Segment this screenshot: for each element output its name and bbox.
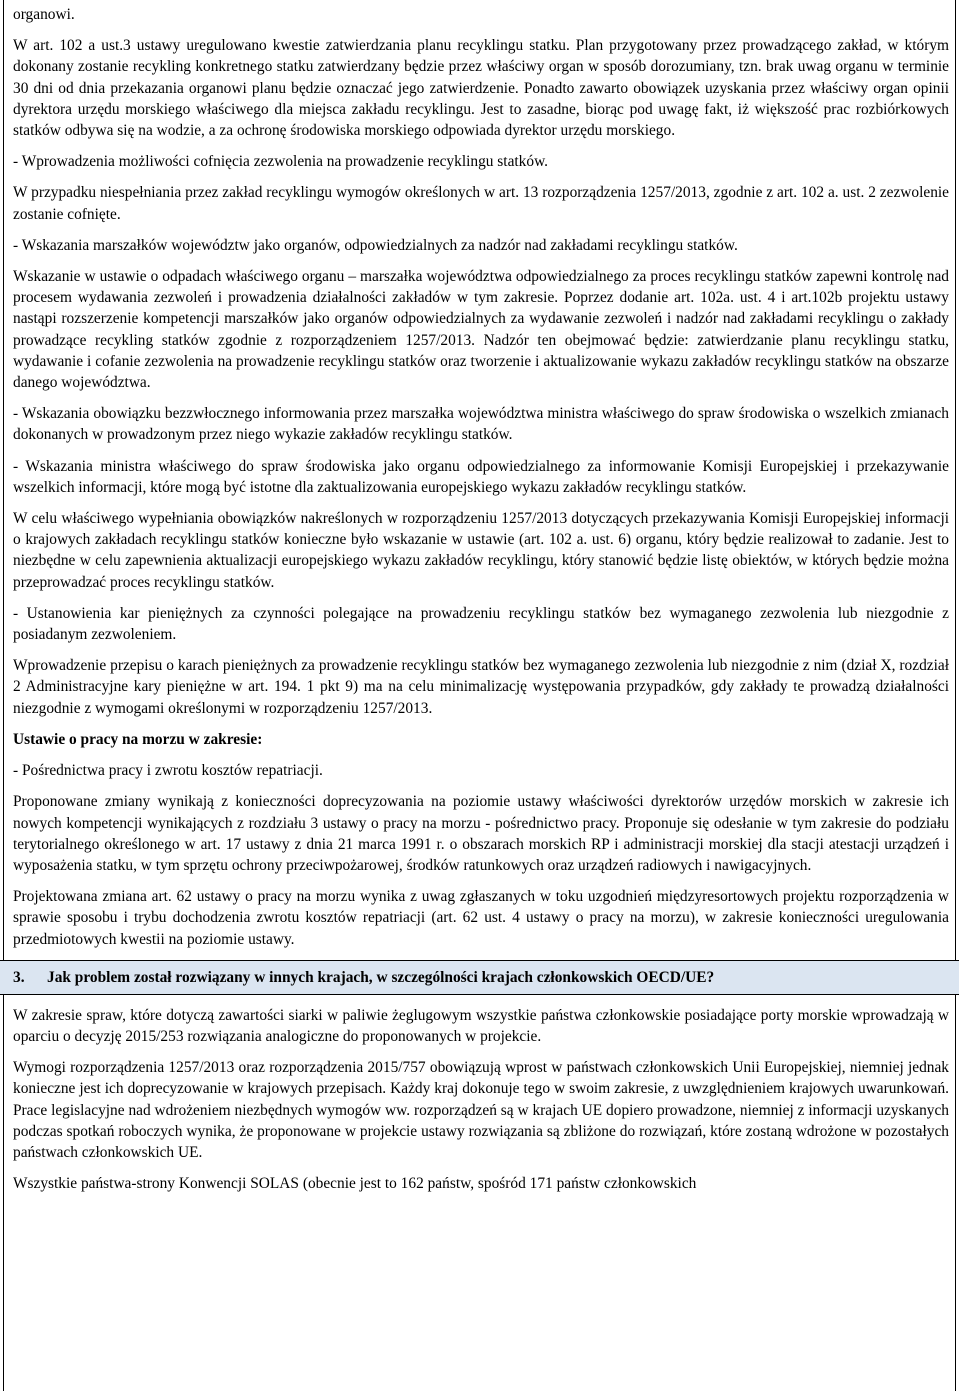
- paragraph-financial-penalties-detail: Wprowadzenie przepisu o karach pieniężnych za prowadzenie recyklingu statków bez wymaganego zezwolenia lub niezgodnie z nim (dział X, rozdział 2 Administracyjne kary pieniężne w art. 194. 1 pkt 9) ma na celu minimalizację występowania przypadków, gdy zakłady te prowadzą działalności niezgodnie z wymogami określonymi w rozporządzeniu 1257/2013.: [13, 657, 949, 717]
- paragraph-solas: Wszystkie państwa-strony Konwencji SOLAS (obecnie jest to 162 państw, spośród 171 państw członkowskich: [13, 1175, 697, 1193]
- section-title: Jak problem został rozwiązany w innych krajach, w szczególności krajach członkowskich OECD/UE?: [47, 968, 715, 986]
- paragraph-financial-penalties: - Ustanowienia kar pieniężnych za czynności polegające na prowadzeniu recyklingu statków bez wymaganego zezwolenia lub niezgodnie z posiadanym zezwoleniem.: [13, 604, 949, 644]
- paragraph-sulphur: W zakresie spraw, które dotyczą zawartości siarki w paliwie żeglugowym wszystkie państwa członkowskie posiadające porty morskie wprowadzają w oparciu o decyzję 2015/253 rozwiązania analogiczne do proponowanych w projekcie.: [13, 1006, 949, 1045]
- paragraph-marshals-authority-detail: Wskazanie w ustawie o odpadach właściwego organu – marszałka województwa odpowiedzialnego za proces recyklingu statków zapewni kontrolę nad procesem wydawania zezwoleń i prowadzenia działalności zakładów w tym zakresie. Poprzez dodanie art. 102a. ust. 4 i art.102b projektu ustawy nastąpi rozszerzenie kompetencji marszałków jako organów odpowiedzialnych za wydawanie zezwoleń i nadzór nad zakładami recyklingu o zakłady prowadzące recykling statków zgodnie z rozporządzeniem 1257/2013. Nadzór ten obejmować będzie: zatwierdzanie planu recyklingu statku, wydawanie i cofanie zezwolenia na prowadzenie recyklingu statków oraz tworzenie i aktualizowanie wykazu zakładów recyklingu statków na obszarze danego województwa.: [13, 268, 949, 392]
- paragraph-eu-regulations: Wymogi rozporządzenia 1257/2013 oraz rozporządzenia 2015/757 obowiązują wprost w państwach członkowskich Unii Europejskiej, niemniej jednak konieczne jest ich doprecyzowanie w krajowych przepisach. Każdy kraj dokonuje tego w swoim zakresie, z uwzględnieniem krajowych uwarunkowań. Prace legislacyjne nad wdrożeniem niezbędnych wymogów ww. rozporządzeń są w krajach UE dopiero prowadzone, niemniej z informacji uzyskanych podczas spotkań roboczych wynika, że proponowane w projekcie ustawy rozwiązania są zbliżone do rozwiązań, które zostaną wdrożone w pozostałych państwach członkowskich UE.: [13, 1059, 949, 1161]
- section-heading-3: [0, 960, 959, 995]
- document-body: [13, 4, 949, 1204]
- paragraph-permit-revocation: - Wprowadzenia możliwości cofnięcia zezwolenia na prowadzenie recyklingu statków.: [13, 153, 549, 171]
- section-number: 3.: [13, 968, 25, 986]
- paragraph-marshals-authority: - Wskazania marszałków województw jako organów, odpowiedzialnych za nadzór nad zakładami recyklingu statków.: [13, 236, 738, 254]
- bold-subheading: Ustawie o pracy na morzu w zakresie:: [13, 730, 263, 748]
- paragraph-commission-info: W celu właściwego wypełniania obowiązków nakreślonych w rozporządzeniu 1257/2013 dotyczących przekazywania Komisji Europejskiej informacji o krajowych zakładach recyklingu statków konieczne było wskazanie w ustawie (art. 102 a. ust. 6) organu, który będzie realizował to zadanie. Jest to niezbędne w celu zapewnienia aktualizacji europejskiego wykazu zakładów recyklingu, który stanowić będzie listę obiektów, w których będzie można przeprowadzać proces recyklingu statków.: [13, 510, 949, 591]
- paragraph-job-placement-detail: Proponowane zmiany wynikają z konieczności doprecyzowania na poziomie ustawy właściwości dyrektorów urzędów morskich w zakresie ich nowych kompetencji wynikających z rozdziału 3 ustawy o pracy na morzu - pośrednictwo pracy. Proponuje się odesłanie w tym zakresie do podziału terytorialnego określonego w art. 17 ustawy z dnia 21 marca 1991 r. o obszarach morskich RP i administracji morskiej dla stacji atestacji urządzeń i wyposażenia statku, w tym sprzętu ochrony przeciwpożarowej, środków ratunkowych oraz urządzeń radiowych i nawigacyjnych.: [13, 793, 949, 874]
- paragraph-inform-minister: - Wskazania obowiązku bezzwłocznego informowania przez marszałka województwa ministra właściwego do spraw środowiska o wszelkich zmianach dokonanych w prowadzonym przez niego wykazie zakładów recyklingu statków.: [13, 405, 949, 444]
- paragraph-permit-revocation-detail: W przypadku niespełniania przez zakład recyklingu wymogów określonych w art. 13 rozporządzenia 1257/2013, zgodnie z art. 102 a. ust. 2 zezwolenie zostanie cofnięte.: [13, 184, 949, 223]
- paragraph-art-62: Projektowana zmiana art. 62 ustawy o pracy na morzu wynika z uwag zgłaszanych w toku uzgodnień międzyresortowych projektu rozporządzenia w sprawie sposobu i trybu dochodzenia zwrotu kosztów repatriacji (art. 62 ust. 4 ustawy o pracy na morzu), w zakresie konieczności uregulowania przedmiotowych kwestii na poziomie ustawy.: [13, 888, 949, 948]
- paragraph-minister-commission: - Wskazania ministra właściwego do spraw środowiska jako organu odpowiedzialnego za informowanie Komisji Europejskiej i przekazywanie wszelkich informacji, które mogą być istotne dla zaktualizowania europejskiego wykazu zakładów recyklingu statków.: [13, 457, 949, 496]
- paragraph-continuation: organowi.: [13, 6, 75, 23]
- paragraph-job-placement: - Pośrednictwa pracy i zwrotu kosztów repatriacji.: [13, 762, 323, 780]
- paragraph-recycling-plan: W art. 102 a ust.3 ustawy uregulowano kwestie zatwierdzania planu recyklingu statku. Plan przygotowany przez prowadzącego zakład, w którym dokonany zostanie recykling konkretnego statku zatwierdzany będzie przez właściwy organ w sposób dorozumiany, tzn. brak uwag organu w terminie 30 dni od dnia przekazania organowi planu będzie oznaczać jego zatwierdzenie. Ponadto zawarto obowiązek uzyskania przez właściwy organ opinii dyrektora urzędu morskiego właściwego dla miejsca zakładu recyklingu. Jest to zasadne, biorąc pod uwagę fakt, iż większość prac rozbiórkowych statków odbywa się na wodzie, a za ochronę środowiska morskiego odpowiada dyrektor urzędu morskiego.: [13, 37, 949, 140]
